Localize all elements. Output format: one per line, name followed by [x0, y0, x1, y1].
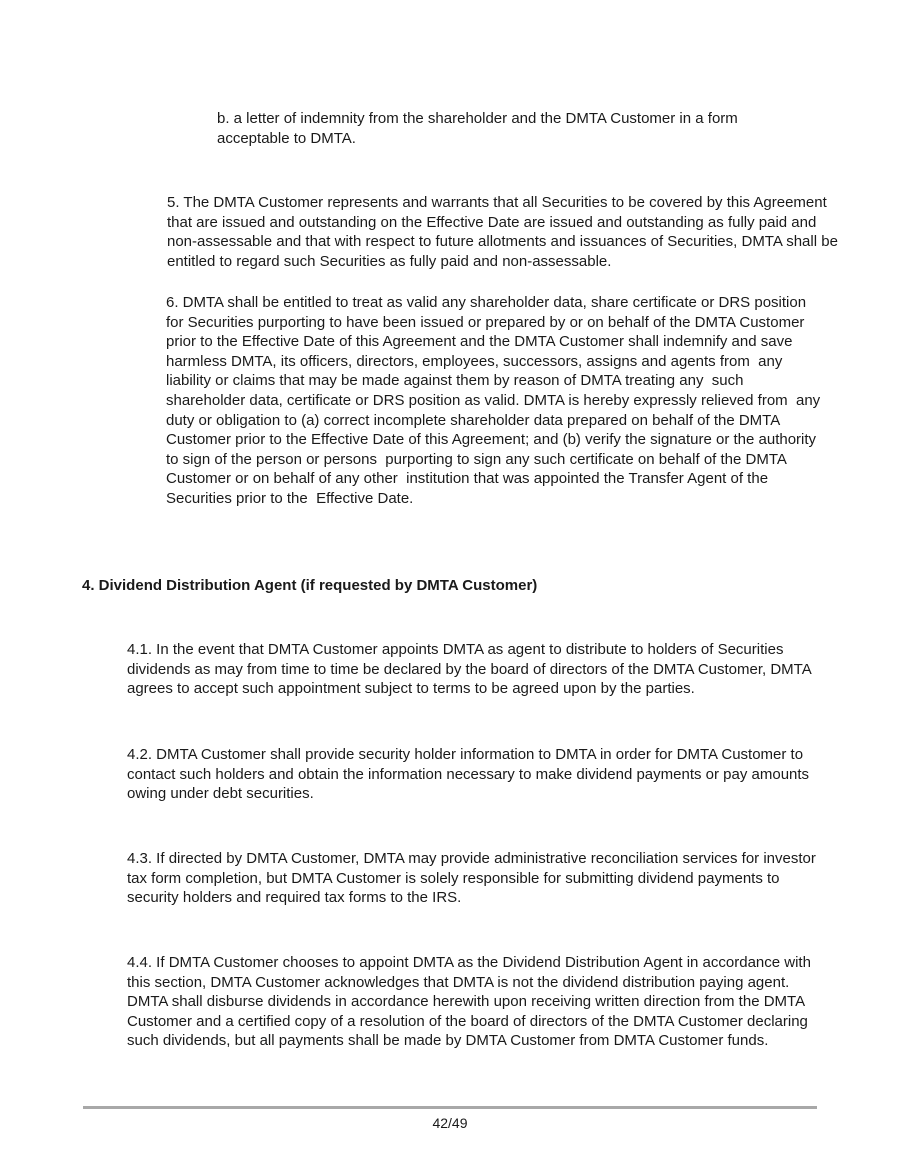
clause-b-letter-of-indemnity: b. a letter of indemnity from the shareholder and the DMTA Customer in a form acceptable to DMTA. — [217, 110, 742, 147]
clause-5-representations: 5. The DMTA Customer represents and warrants that all Securities to be covered by this Agreement that are issued and outstanding on the Effective Date are issued and outstanding as fully paid and non-assessable and that with respect to future allotments and issuances of Securities, DMTA shall be entitled to regard such Securities as fully paid and non-assessable. — [167, 194, 843, 270]
clause-6-valid-shareholder-data: 6. DMTA shall be entitled to treat as valid any shareholder data, share certificate or DRS position for Securities purporting to have been issued or prepared by or on behalf of the DMTA Customer prior to the Effective Date of this Agreement and the DMTA Customer shall indemnify and save harmless DMTA, its officers, directors, employees, successors, assigns and agents from any liability or claims that may be made against them by reason of DMTA treating any such shareholder data, certificate or DRS position as valid. DMTA is hereby expressly relieved from any duty or obligation to (a) correct incomplete shareholder data prepared on behalf of the DMTA Customer prior to the Effective Date of this Agreement; and (b) verify the signature or the authority to sign of the person or persons purporting to sign any such certificate on behalf of the DMTA Customer or on behalf of any other institution that was appointed the Transfer Agent of the Securities prior to the Effective Date. — [166, 294, 825, 507]
clause-4-1-appointment: 4.1. In the event that DMTA Customer appoints DMTA as agent to distribute to holders of Securities dividends as may from time to time be declared by the board of directors of the DMTA Customer, DMTA agrees to accept such appointment subject to terms to be agreed upon by the parties. — [127, 641, 816, 698]
clause-4-3-reconciliation-services: 4.3. If directed by DMTA Customer, DMTA may provide administrative reconciliation services for investor tax form completion, but DMTA Customer is solely responsible for submitting dividend payments to security holders and required tax forms to the IRS. — [127, 850, 821, 907]
page-number-indicator: 42/49 — [432, 1115, 468, 1131]
footer-divider-line — [83, 1106, 817, 1109]
clause-4-4-disbursement: 4.4. If DMTA Customer chooses to appoint DMTA as the Dividend Distribution Agent in accordance with this section, DMTA Customer acknowledges that DMTA is not the dividend distribution paying agent. DMTA shall disburse dividends in accordance herewith upon receiving written direction from the DMTA Customer and a certified copy of a resolution of the board of directors of the DMTA Customer declaring such dividends, but all payments shall be made by DMTA Customer from DMTA Customer funds. — [127, 954, 816, 1050]
section-heading-dividend-distribution-agent: 4. Dividend Distribution Agent (if requested by DMTA Customer) — [82, 577, 538, 594]
clause-4-2-security-holder-information: 4.2. DMTA Customer shall provide security holder information to DMTA in order for DMTA Customer to contact such holders and obtain the information necessary to make dividend payments or pay amounts owing under debt securities. — [127, 746, 814, 803]
